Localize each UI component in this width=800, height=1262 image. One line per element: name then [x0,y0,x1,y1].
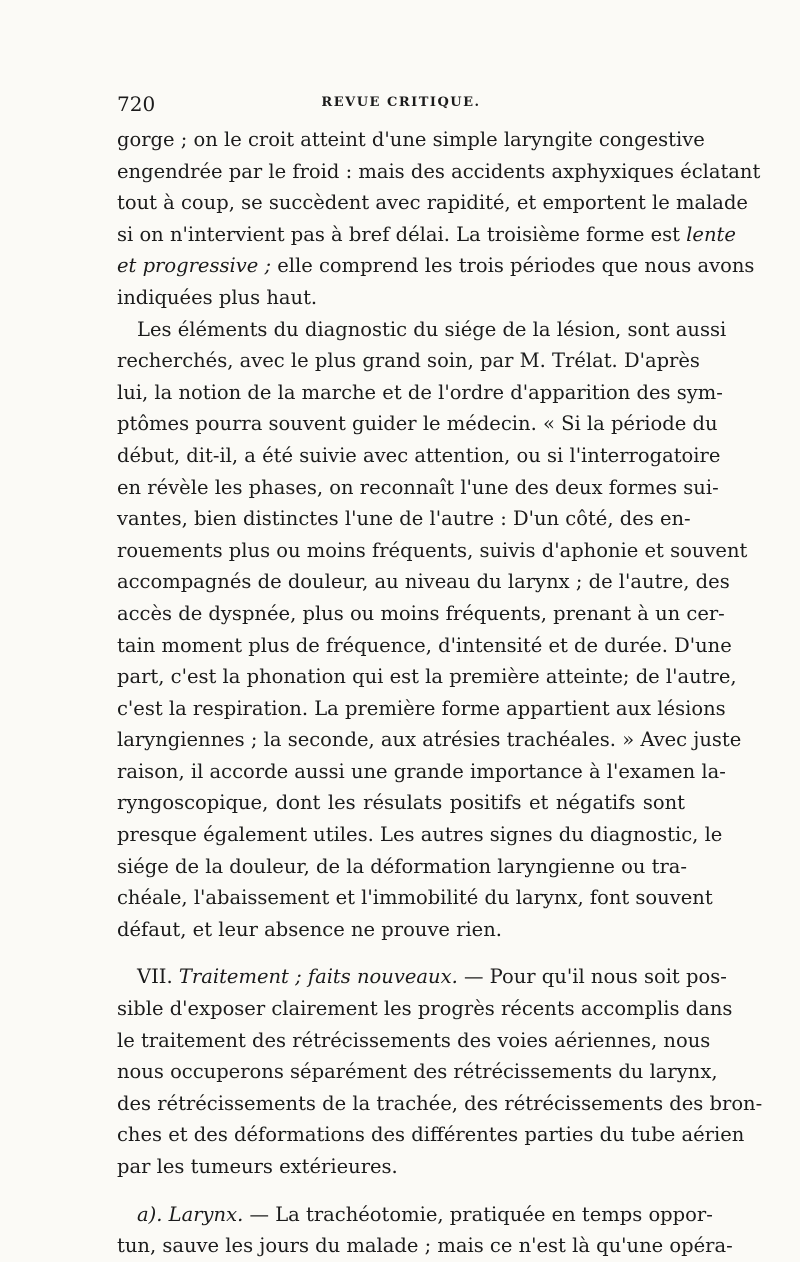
text-line [117,914,685,946]
text-line [117,961,727,993]
line-text: le traitement des rétrécissements des voies aériennes, nous [117,1028,711,1052]
text-line [117,440,721,472]
text-line [117,993,733,1025]
line-text: gorge ; on le croit atteint d'une simple laryngite congestive [117,128,705,151]
line-text: tain moment plus de fréquence, d'intensité et de durée. D'une [117,633,732,657]
body-text [117,124,763,1262]
line-text: raison, il accorde aussi une grande importance à l'examen la- [117,759,726,783]
line-text: par les tumeurs extérieures. [117,1155,398,1178]
line-text: Les éléments du diagnostic du siége de la lésion, sont aussi [137,317,727,341]
text-line [117,535,748,567]
line-text: ryngoscopique, dont les résulats positifs et négatifs sont [117,791,685,815]
line-text: accompagnés de douleur, au niveau du larynx ; de l'autre, des [117,570,730,594]
text-line [117,282,685,314]
line-text: VII. [137,965,179,989]
text-line [117,819,723,851]
line-text: accès de dyspnée, plus ou moins fréquents, prenant à un cer- [117,601,725,625]
text-line [117,250,755,282]
line-text: vantes, bien distinctes l'une de l'autre : D'un côté, des en- [117,507,691,531]
line-text: recherchés, avec le plus grand soin, par M. Trélat. D'après [117,349,700,373]
text-line [117,882,713,914]
line-text: rouements plus ou moins fréquents, suivis d'aphonie et souvent [117,538,748,562]
line-text: si on n'intervient pas à bref délai. La troisième forme est [117,222,687,246]
line-text: engendrée par le froid : mais des accidents axphyxiques éclatant [117,159,761,183]
line-text: indiquées plus haut. [117,285,318,309]
line-text: tun, sauve les jours du malade ; mais ce n'est là qu'une opéra- [117,1234,733,1258]
line-text: c'est la respiration. La première forme appartient aux lésions [117,696,726,720]
text-line [117,787,685,819]
text-line [117,598,725,630]
line-text: ches et des déformations des différentes parties du tube aérien [117,1123,745,1147]
text-line [117,345,700,377]
line-text: laryngiennes ; la seconde, aux atrésies trachéales. » Avec juste [117,728,742,752]
line-text: des rétrécissements de la trachée, des rétrécissements des bron- [117,1091,763,1115]
running-title: REVUE CRITIQUE. [321,95,481,110]
line-text: défaut, et leur absence ne prouve rien. [117,917,502,941]
text-line [117,1025,711,1057]
line-text: siége de la douleur, de la déformation laryngienne ou tra- [117,854,687,878]
line-text: lui, la notion de la marche et de l'ordre d'apparition des sym- [117,380,723,404]
line-text: nous occuperons séparément des rétrécissements du larynx, [117,1060,718,1084]
text-line [117,1088,763,1120]
text-line [117,1230,733,1262]
line-text: en révèle les phases, on reconnaît l'une des deux formes sui- [117,475,719,499]
italic-text: Traitement ; faits nouveaux. [178,965,458,989]
line-text: sible d'exposer clairement les progrès récents accomplis dans [117,997,733,1021]
text-line [117,187,748,219]
line-text: début, dit-il, a été suivie avec attention, ou si l'interrogatoire [117,443,721,467]
italic-text: et progressive ; [117,254,272,278]
text-line [117,219,736,251]
line-text: part, c'est la phonation qui est la première atteinte; de l'autre, [117,665,737,689]
text-line [117,851,685,883]
page-header [117,92,685,122]
text-line [117,156,761,188]
line-text: — Pour qu'il nous soit pos- [457,965,727,989]
text-line [117,314,727,346]
line-text: ptômes pourra souvent guider le médecin. « Si la période du [117,412,718,436]
text-line [117,630,732,662]
text-line [117,661,737,693]
text-line [117,693,726,725]
line-text: — La trachéotomie, pratiquée en temps oppor- [243,1202,713,1226]
text-line [117,472,719,504]
text-line [117,124,705,156]
line-text: tout à coup, se succèdent avec rapidité, et emportent le malade [117,191,748,215]
text-line [117,756,726,788]
text-line [117,1151,685,1183]
text-line [117,566,730,598]
line-text: chéale, l'abaissement et l'immobilité du larynx, font souvent [117,886,713,910]
page-number: 720 [117,92,156,116]
text-line [117,377,723,409]
italic-text: lente [686,222,736,246]
text-line [117,1119,745,1151]
text-line [117,1199,713,1231]
line-text: elle comprend les trois périodes que nous avons [271,254,755,278]
italic-text: a). Larynx. [137,1202,244,1226]
text-line [117,724,742,756]
line-text: presque également utiles. Les autres signes du diagnostic, le [117,823,723,847]
text-line [117,1056,718,1088]
text-line [117,503,691,535]
text-line [117,408,718,440]
